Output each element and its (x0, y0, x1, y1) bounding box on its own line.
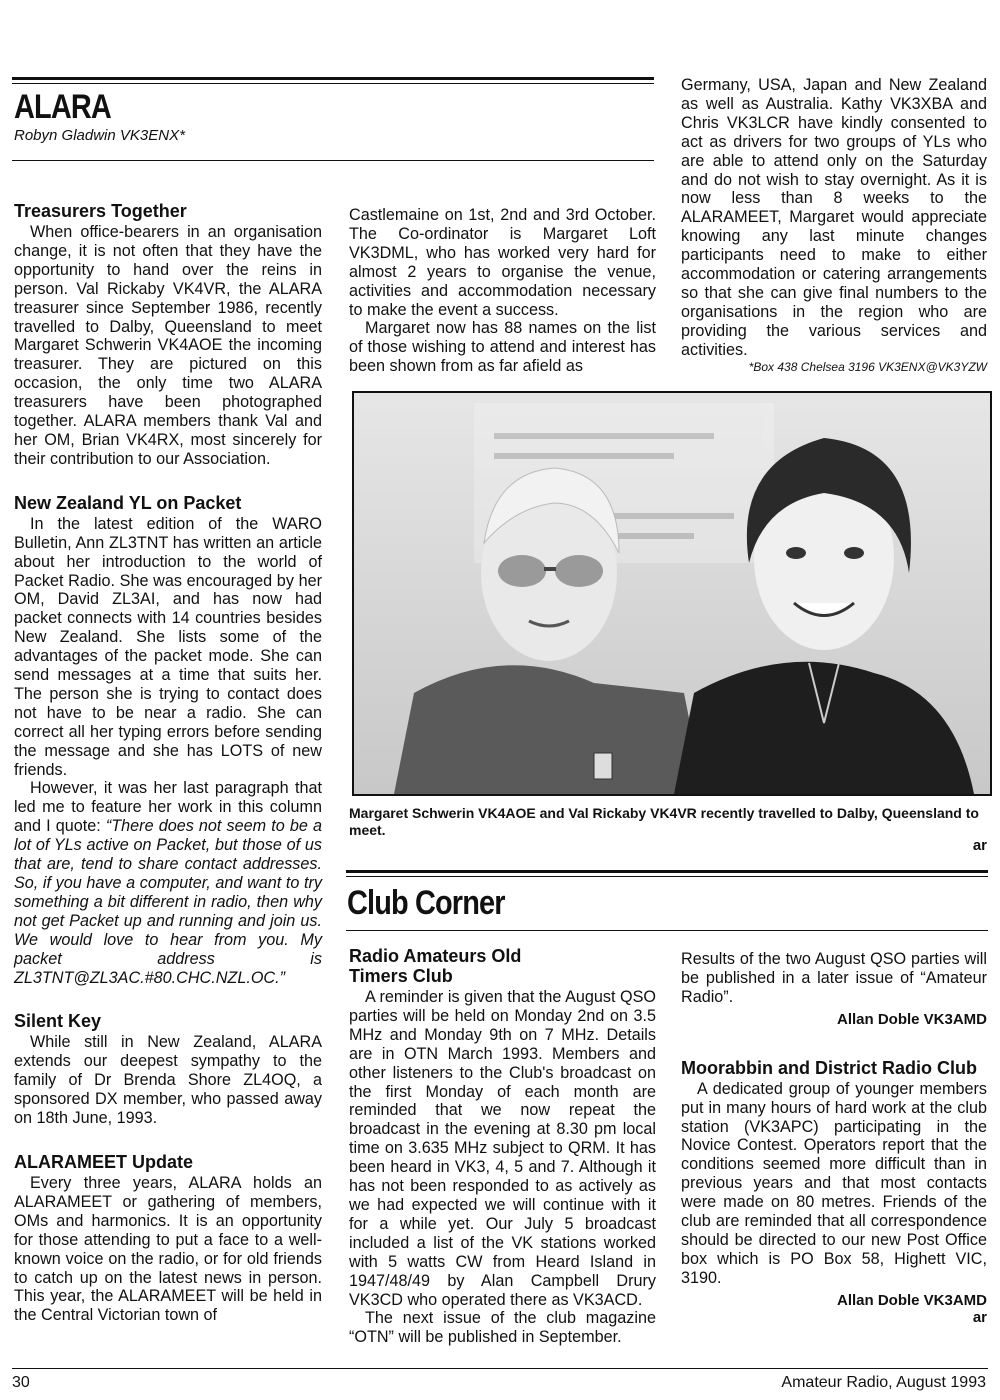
photo-caption-block (349, 805, 987, 854)
top-rule-left-inner (12, 83, 654, 84)
paragraph-continued: Castlemaine on 1st, 2nd and 3rd October. The Co-ordinator is Margaret Loft VK3DML, who has worked very hard for almost 2 years to organise the venue, activities and accommodation necessary to make the event a success. (349, 206, 656, 319)
heading-silent-key: Silent Key (14, 1011, 102, 1032)
club-corner-rule-top (346, 870, 988, 873)
signature: Allan Doble VK3AMD (836, 1291, 987, 1309)
paragraph: While still in New Zealand, ALARA extends our deepest sympathy to the family of Dr Brenda Shore ZL4OQ, a sponsored DX member, who passed away on 18th June, 1993. (14, 1033, 322, 1128)
quote-intro: However, it was her last paragraph that led me to feature her work in this column and I quote: (14, 779, 322, 836)
article-silent-key (14, 1011, 322, 1128)
heading-alarameet-update: ALARAMEET Update (14, 1151, 193, 1172)
paragraph-quote (14, 779, 322, 987)
end-mark: ar (972, 837, 987, 854)
paragraph: A dedicated group of younger members put in many hours of hard work at the club station (VK3APC) participating in the Novice Contest. Operators report that the conditions seemed more difficult than in previous years and that most contacts were made on 80 metres. Friends of the club are reminded that all correspondence should be directed to our new Post Office box which is PO Box 58, Highett VIC, 3190. (681, 1079, 987, 1287)
club-corner-header (347, 884, 667, 923)
alara-section-header (14, 88, 334, 144)
column-right-bottom (681, 950, 987, 1326)
footer-rule (12, 1368, 988, 1369)
paragraph-continued: Germany, USA, Japan and New Zealand as well as Australia. Kathy VK3XBA and Chris VK3LCR have kindly consented to act as drivers for two groups of YLs who are able to attend only on the Saturday and do not wish to stay overnight. As it is now less than 8 weeks to the ALARAMEET, Margaret would appreciate knowing any last minute changes participants need to make to either accommodation or catering arrangements so that she can give final numbers to the organisations in the region who are providing the various services and activities. (681, 76, 987, 359)
heading-moorabbin: Moorabbin and District Radio Club (681, 1057, 977, 1078)
column-middle-top (349, 206, 656, 376)
signature: Allan Doble VK3AMD (836, 1010, 987, 1028)
photo-illustration (354, 393, 990, 794)
page-number: 30 (12, 1374, 30, 1391)
paragraph: Margaret now has 88 names on the list of those wishing to attend and interest has been shown from as far afield as (349, 319, 656, 376)
heading-nz-yl-packet: New Zealand YL on Packet (14, 492, 242, 513)
heading-treasurers-together: Treasurers Together (14, 201, 187, 221)
photo-caption: Margaret Schwerin VK4AOE and Val Rickaby VK4VR recently travelled to Dalby, Queensland to meet. (349, 805, 979, 838)
column-left (14, 201, 322, 1325)
byline: Robyn Gladwin VK3ENX* (14, 127, 185, 144)
publication-info: Amateur Radio, August 1993 (781, 1374, 986, 1391)
article-alarameet (14, 1152, 322, 1325)
article-nz-packet (14, 493, 322, 988)
club-corner-rule-top-inner (346, 876, 988, 877)
article-moorabbin (681, 1058, 987, 1326)
paragraph: Results of the two August QSO parties will be published in a later issue of “Amateur Radio”. (681, 950, 987, 1006)
quote: “There does not seem to be a lot of YLs active on Packet, but those of us that are, tend to share contact addresses. So, if you have a computer, and want to try something a bit different in radio, then why not get Packet up and running and join us. We would love to hear from you. My packet address is ZL3TNT@ZL3AC.#80.CHC.NZL.OC.” (14, 817, 322, 987)
column-middle-bottom (349, 946, 656, 1347)
club-corner-rule-bottom (346, 930, 988, 931)
paragraph: A reminder is given that the August QSO parties will be held on Monday 2nd on 3.5 MHz and Monday 9th on 7 MHz. Details are in OTN March 1993. Members and other listeners to the Club's broadcast on the first Monday of each month are reminded that we now repeat the broadcast in the evening at 8.30 pm local time on 3.635 MHz subject to QRM. It has been heard in VK3, 4, 5 and 7. Although it has not been responded to as actively as we had expected we will continue with it for a while yet. Our July 5 broadcast included a list of the VK stations worked with 5 watts CW from Heard Island in 1947/48/49 by Alan Campbell Drury VK3CD who operated there as VK3ACD. (349, 988, 656, 1309)
section-title-club-corner: Club Corner (347, 884, 505, 922)
author-footnote: *Box 438 Chelsea 3196 VK3ENX@VK3YZW (748, 359, 987, 374)
article-treasurers (14, 201, 322, 469)
paragraph: Every three years, ALARA holds an ALARAMEET or gathering of members, OMs and harmonics. It is an opportunity for those attending to put a face to a well-known voice on the radio, or for old friends to catch up on the latest news in person. This year, the ALARAMEET will be held in the Central Victorian town of (14, 1173, 322, 1325)
paragraph: When office-bearers in an organisation change, it is not often that they have the opportunity to hand over the reins in person. Val Rickaby VK4VR, the ALARA treasurer since September 1986, recently travelled to Dalby, Queensland to meet Margaret Schwerin VK4AOE the incoming treasurer. They are pictured on this occasion, the only time two ALARA treasurers have been photographed together. ALARA members thank Val and her OM, Brian VK4RX, most sincerely for their contribution to our Association. (14, 223, 322, 468)
paragraph: The next issue of the club magazine “OTN” will be published in September. (349, 1309, 656, 1347)
top-rule-left (12, 77, 654, 80)
end-mark: ar (972, 1308, 987, 1326)
section-title-alara: ALARA (14, 88, 111, 126)
heading-raotc: Radio Amateurs Old Timers Club (349, 946, 522, 986)
column-right-top (681, 76, 987, 374)
paragraph: In the latest edition of the WARO Bulletin, Ann ZL3TNT has written an article about her introduction to the world of Packet Radio. She was encouraged by her OM, David ZL3AI, and has now had packet connects with 14 countries besides New Zealand. She lists some of the advantages of the packet mode. She can send messages at a time that suits her. The person she is trying to contact does not have to be near a radio. She can correct all her typing errors before sending the message and she has LOTS of new friends. (14, 514, 322, 779)
alara-header-rule (12, 160, 654, 161)
photo-treasurers (352, 391, 992, 796)
